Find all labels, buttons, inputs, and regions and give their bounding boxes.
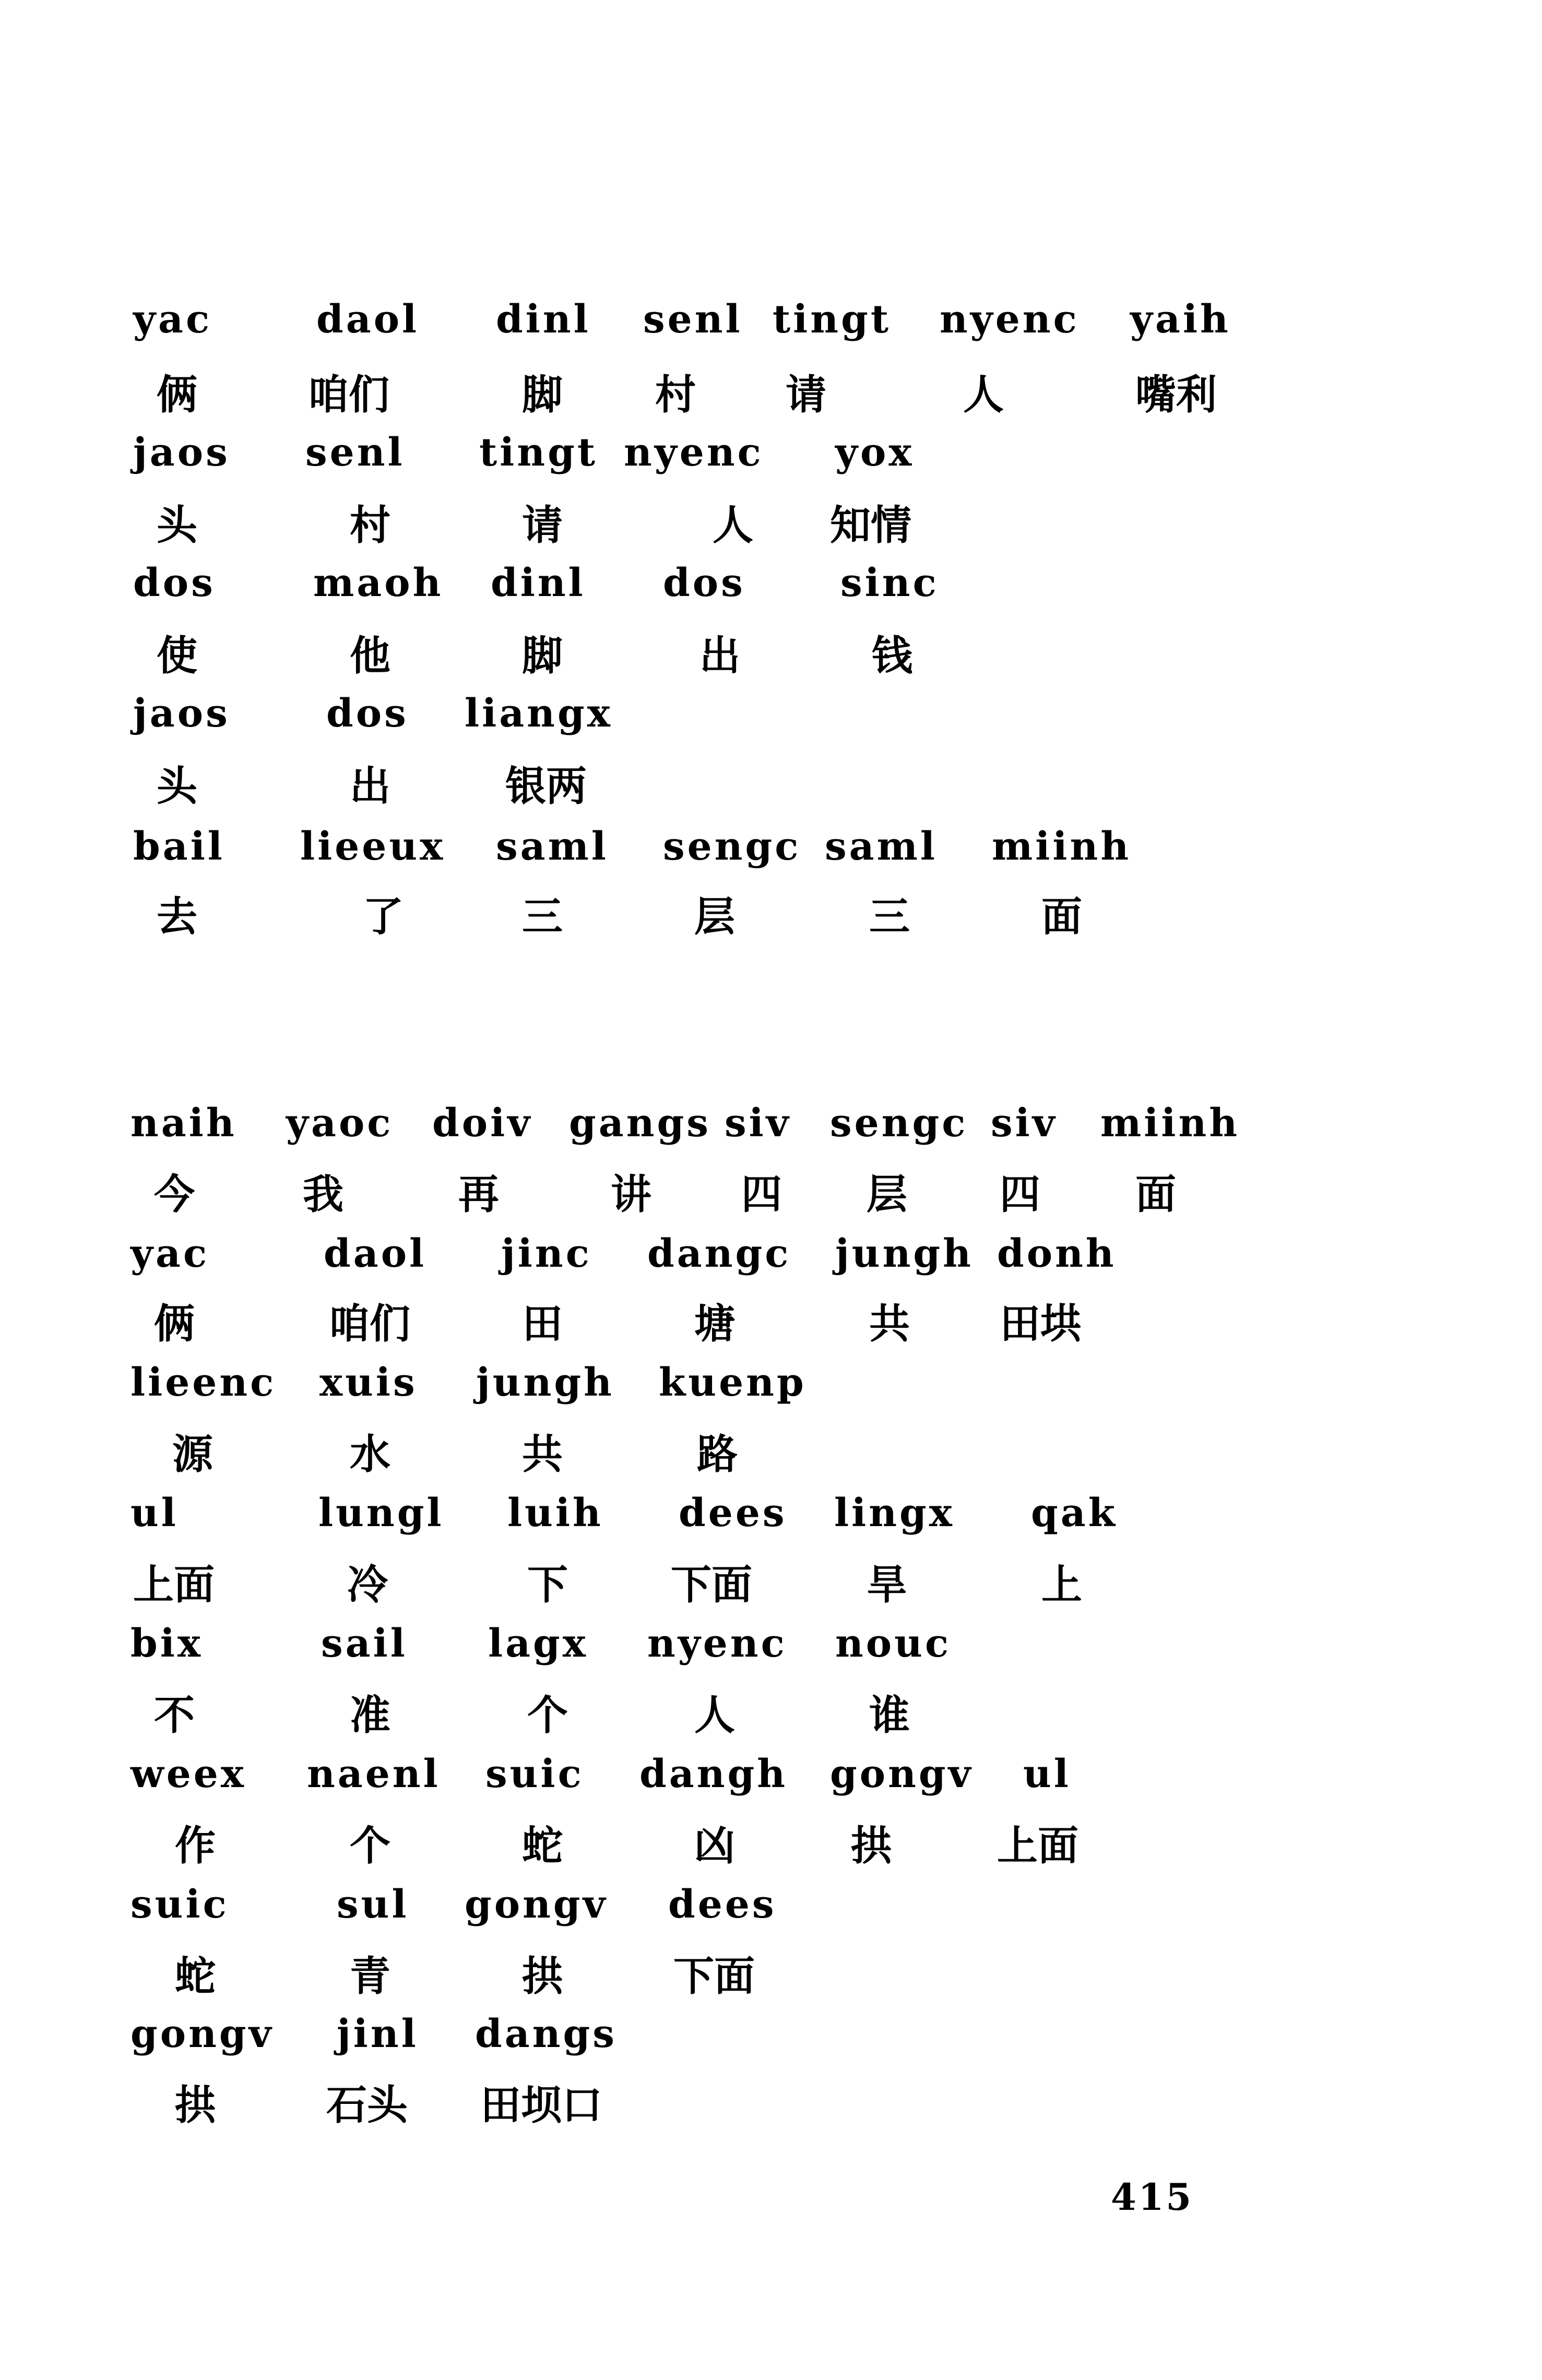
- romanized-line: [0, 824, 1542, 890]
- chinese-gloss-word: 四: [1000, 1171, 1041, 1218]
- chinese-gloss-word: 下: [527, 1562, 568, 1609]
- chinese-gloss-word: 田坝口: [480, 2082, 603, 2129]
- romanized-word: siv: [991, 1101, 1058, 1146]
- chinese-gloss-word: 头: [157, 502, 198, 549]
- chinese-gloss-word: 路: [697, 1431, 738, 1478]
- chinese-gloss-word: 头: [157, 763, 198, 810]
- romanized-word: kuenp: [659, 1360, 806, 1405]
- romanized-word: jaos: [133, 430, 230, 475]
- romanized-word: gangs: [569, 1101, 711, 1146]
- romanized-word: lagx: [488, 1621, 588, 1666]
- romanized-word: dos: [326, 691, 409, 736]
- chinese-gloss-word: 面: [1041, 894, 1083, 941]
- chinese-gloss-word: 旱: [867, 1562, 908, 1609]
- chinese-gloss-word: 人: [694, 1692, 736, 1739]
- chinese-gloss-word: 准: [350, 1692, 391, 1739]
- chinese-gloss-word: 咱们: [329, 1301, 411, 1348]
- romanized-word: daol: [316, 297, 420, 342]
- romanized-line: [0, 1101, 1542, 1167]
- chinese-gloss-word: 田: [522, 1301, 563, 1348]
- romanized-line: [0, 1491, 1542, 1556]
- romanized-word: tingt: [773, 297, 892, 342]
- romanized-word: dos: [663, 561, 745, 605]
- romanized-word: lieenc: [131, 1360, 277, 1405]
- chinese-gloss-word: 上面: [997, 1823, 1079, 1870]
- chinese-gloss-word: 凶: [694, 1823, 736, 1870]
- chinese-gloss-line: [0, 894, 1542, 959]
- chinese-gloss-word: 拱: [522, 1953, 563, 2000]
- romanized-word: jinl: [337, 2012, 419, 2056]
- chinese-gloss-word: 青: [350, 1953, 391, 2000]
- chinese-gloss-word: 共: [522, 1431, 563, 1478]
- romanized-word: gongv: [131, 2012, 274, 2056]
- romanized-word: bail: [133, 824, 225, 869]
- romanized-word: saml: [825, 824, 938, 869]
- chinese-gloss-word: 面: [1135, 1171, 1177, 1218]
- romanized-word: sul: [337, 1882, 409, 1927]
- romanized-word: senl: [305, 430, 405, 475]
- chinese-gloss-word: 嘴利: [1135, 372, 1217, 419]
- chinese-gloss-line: [0, 1171, 1542, 1237]
- chinese-gloss-word: 人: [713, 502, 754, 549]
- romanized-word: dinl: [496, 297, 591, 342]
- chinese-gloss-word: 冷: [347, 1562, 388, 1609]
- romanized-word: nyenc: [624, 430, 764, 475]
- romanized-word: miinh: [1100, 1101, 1240, 1146]
- chinese-gloss-line: [0, 1692, 1542, 1758]
- romanized-line: [0, 2012, 1542, 2077]
- chinese-gloss-word: 层: [694, 894, 736, 941]
- romanized-word: sengc: [830, 1101, 968, 1146]
- chinese-gloss-word: 今: [154, 1171, 195, 1218]
- chinese-gloss-word: 作: [175, 1823, 216, 1870]
- romanized-word: tingt: [479, 430, 598, 475]
- chinese-gloss-word: 村: [655, 372, 696, 419]
- chinese-gloss-word: 讲: [611, 1171, 652, 1218]
- romanized-word: ul: [131, 1491, 179, 1536]
- romanized-word: dees: [668, 1882, 777, 1927]
- romanized-word: lingx: [834, 1491, 955, 1536]
- romanized-word: yaih: [1130, 297, 1231, 342]
- chinese-gloss-word: 上面: [133, 1562, 215, 1609]
- chinese-gloss-word: 不: [154, 1692, 195, 1739]
- chinese-gloss-word: 出: [350, 763, 391, 810]
- chinese-gloss-line: [0, 1431, 1542, 1497]
- chinese-gloss-word: 了: [363, 894, 404, 941]
- romanized-word: maoh: [313, 561, 444, 605]
- romanized-word: dangc: [647, 1231, 791, 1276]
- romanized-word: yaoc: [286, 1101, 394, 1146]
- romanized-line: [0, 691, 1542, 757]
- chinese-gloss-word: 人: [963, 372, 1004, 419]
- romanized-word: jungh: [476, 1360, 614, 1405]
- chinese-gloss-word: 俩: [154, 1301, 195, 1348]
- chinese-gloss-line: [0, 1953, 1542, 2019]
- romanized-word: xuis: [319, 1360, 418, 1405]
- romanized-word: jungh: [835, 1231, 974, 1276]
- chinese-gloss-line: [0, 1301, 1542, 1366]
- chinese-gloss-word: 银两: [505, 763, 587, 810]
- chinese-gloss-line: [0, 2082, 1542, 2148]
- chinese-gloss-word: 上: [1041, 1562, 1083, 1609]
- romanized-word: qak: [1031, 1491, 1118, 1536]
- chinese-gloss-word: 个: [350, 1823, 391, 1870]
- romanized-word: siv: [725, 1101, 791, 1146]
- romanized-line: [0, 430, 1542, 496]
- romanized-word: sail: [321, 1621, 408, 1666]
- chinese-gloss-word: 拱: [851, 1823, 892, 1870]
- romanized-word: donh: [997, 1231, 1117, 1276]
- romanized-line: [0, 1882, 1542, 1948]
- romanized-word: liangx: [465, 691, 613, 736]
- romanized-word: dinl: [491, 561, 586, 605]
- chinese-gloss-word: 三: [869, 894, 910, 941]
- chinese-gloss-word: 俩: [157, 372, 198, 419]
- romanized-line: [0, 1231, 1542, 1297]
- romanized-word: lieeux: [300, 824, 446, 869]
- chinese-gloss-word: 三: [522, 894, 563, 941]
- romanized-word: bix: [131, 1621, 203, 1666]
- romanized-word: gongv: [465, 1882, 608, 1927]
- romanized-line: [0, 1360, 1542, 1426]
- chinese-gloss-word: 再: [458, 1171, 500, 1218]
- chinese-gloss-word: 下面: [673, 1953, 755, 2000]
- romanized-word: naih: [131, 1101, 237, 1146]
- chinese-gloss-word: 共: [869, 1301, 910, 1348]
- chinese-gloss-word: 四: [741, 1171, 782, 1218]
- romanized-line: [0, 1752, 1542, 1817]
- page-number: 415: [1111, 2175, 1194, 2219]
- romanized-word: sinc: [840, 561, 939, 605]
- romanized-word: nyenc: [940, 297, 1080, 342]
- romanized-word: dangh: [639, 1752, 788, 1796]
- romanized-line: [0, 1621, 1542, 1687]
- romanized-word: yac: [131, 1231, 210, 1276]
- chinese-gloss-line: [0, 763, 1542, 829]
- chinese-gloss-word: 他: [350, 633, 391, 680]
- romanized-word: nouc: [835, 1621, 952, 1666]
- romanized-word: senl: [643, 297, 743, 342]
- romanized-word: weex: [131, 1752, 246, 1796]
- romanized-word: gongv: [830, 1752, 974, 1796]
- romanized-word: miinh: [992, 824, 1132, 869]
- chinese-gloss-word: 石头: [326, 2082, 408, 2129]
- chinese-gloss-word: 钱: [872, 633, 913, 680]
- chinese-gloss-word: 源: [172, 1431, 213, 1478]
- chinese-gloss-word: 水: [350, 1431, 391, 1478]
- chinese-gloss-word: 知情: [830, 502, 912, 549]
- romanized-word: naenl: [307, 1752, 441, 1796]
- romanized-word: ul: [1023, 1752, 1071, 1796]
- romanized-word: jinc: [501, 1231, 592, 1276]
- chinese-gloss-word: 田垬: [1000, 1301, 1082, 1348]
- romanized-line: [0, 561, 1542, 626]
- chinese-gloss-line: [0, 372, 1542, 437]
- chinese-gloss-word: 请: [786, 372, 827, 419]
- chinese-gloss-line: [0, 502, 1542, 568]
- romanized-word: dees: [679, 1491, 787, 1536]
- romanized-word: yox: [835, 430, 915, 475]
- chinese-gloss-word: 村: [350, 502, 391, 549]
- chinese-gloss-word: 个: [527, 1692, 568, 1739]
- chinese-gloss-word: 咱们: [308, 372, 390, 419]
- chinese-gloss-word: 蛇: [175, 1953, 216, 2000]
- chinese-gloss-word: 谁: [869, 1692, 910, 1739]
- chinese-gloss-word: 脚: [522, 633, 563, 680]
- romanized-word: saml: [496, 824, 609, 869]
- romanized-word: lungl: [318, 1491, 444, 1536]
- romanized-word: dos: [133, 561, 216, 605]
- chinese-gloss-line: [0, 1562, 1542, 1627]
- romanized-word: sengc: [663, 824, 801, 869]
- chinese-gloss-word: 塘: [694, 1301, 736, 1348]
- chinese-gloss-word: 使: [157, 633, 198, 680]
- romanized-word: nyenc: [647, 1621, 787, 1666]
- chinese-gloss-word: 蛇: [522, 1823, 563, 1870]
- romanized-word: suic: [485, 1752, 584, 1796]
- romanized-line: [0, 297, 1542, 363]
- chinese-gloss-word: 下面: [671, 1562, 753, 1609]
- chinese-gloss-line: [0, 633, 1542, 698]
- chinese-gloss-word: 拱: [175, 2082, 216, 2129]
- chinese-gloss-word: 层: [867, 1171, 908, 1218]
- chinese-gloss-word: 去: [157, 894, 198, 941]
- romanized-word: suic: [131, 1882, 229, 1927]
- romanized-word: daol: [324, 1231, 427, 1276]
- romanized-word: yac: [133, 297, 212, 342]
- chinese-gloss-word: 请: [522, 502, 563, 549]
- romanized-word: doiv: [432, 1101, 533, 1146]
- romanized-word: dangs: [475, 2012, 617, 2056]
- chinese-gloss-word: 脚: [522, 372, 563, 419]
- chinese-gloss-word: 我: [303, 1171, 344, 1218]
- romanized-word: jaos: [133, 691, 230, 736]
- chinese-gloss-line: [0, 1823, 1542, 1888]
- romanized-word: luih: [507, 1491, 603, 1536]
- chinese-gloss-word: 出: [699, 633, 741, 680]
